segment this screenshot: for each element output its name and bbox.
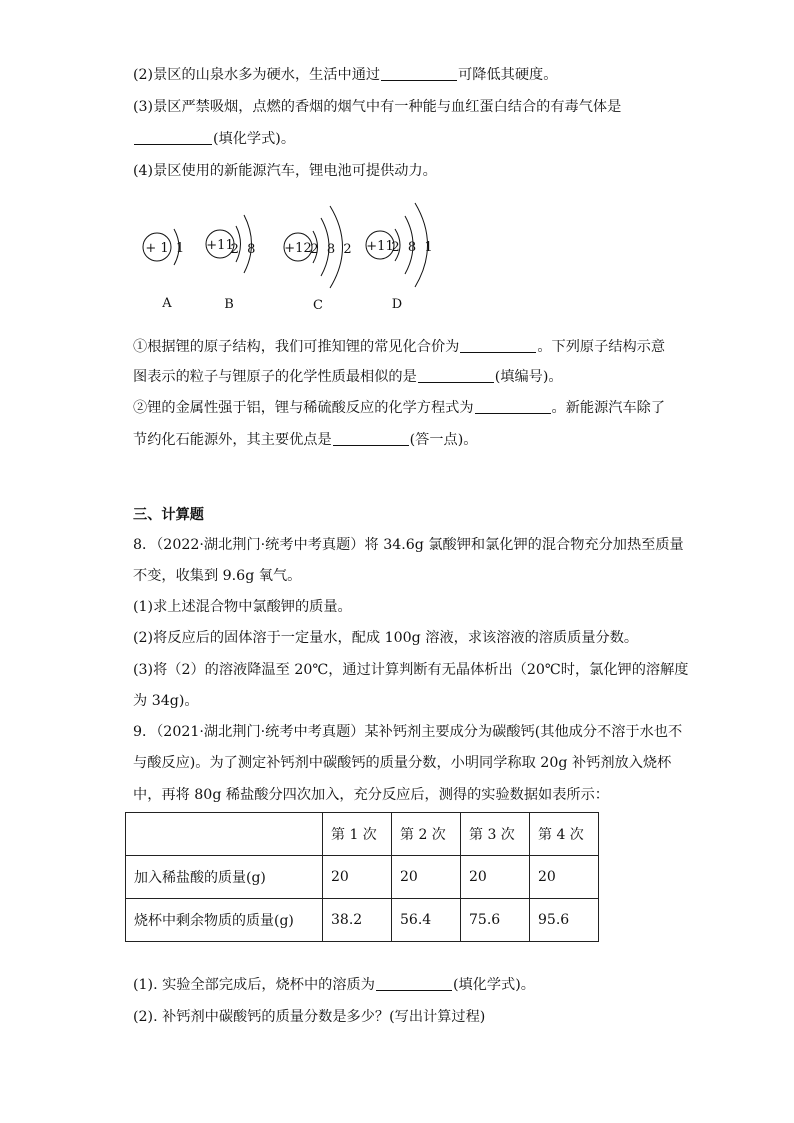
q7-sub1-line2-tail: (填编号)。 (494, 369, 563, 385)
q7-sub1-tail: 。下列原子结构示意 (537, 339, 666, 355)
table-cell: 56.4 (392, 899, 461, 942)
q7-part4: (4)景区使用的新能源汽车，锂电池可提供动力。 (133, 163, 437, 179)
q7-sub2-text: ②锂的金属性强于铝，锂与稀硫酸反应的化学方程式为 (133, 400, 474, 416)
nucleus-label-b: +11 (206, 238, 234, 253)
table-cell: 20 (530, 856, 599, 899)
q7-part3-line1: (3)景区严禁吸烟，点燃的香烟的烟气中有一种能与血红蛋白结合的有毒气体是 (133, 99, 622, 115)
answer-blank[interactable] (418, 367, 494, 383)
q7-sub2-tail: 。新能源汽车除了 (551, 400, 666, 416)
q8-line1: 8．（2022·湖北荆门·统考中考真题）将 34.6g 氯酸钾和氯化钾的混合物充分加热至质量 (133, 537, 684, 553)
q7-sub2-line1 (133, 398, 665, 418)
q7-sub2-line2-tail: (答一点)。 (409, 432, 478, 448)
atomic-structure-diagram (135, 198, 465, 318)
q7-part2-tail: 可降低其硬度。 (458, 67, 558, 83)
q8-line2: 不变，收集到 9.6g 氧气。 (133, 568, 302, 584)
q9-sub1-text: (1). 实验全部完成后，烧杯中的溶质为 (133, 977, 375, 993)
table-row (126, 856, 599, 899)
answer-blank[interactable] (381, 65, 457, 81)
q7-sub1-text: ①根据锂的原子结构，我们可推知锂的常见化合价为 (133, 339, 460, 355)
answer-blank[interactable] (333, 430, 409, 446)
table-header-cell: 第 1 次 (323, 813, 392, 856)
electron-count-d: 2 8 1 (391, 240, 433, 255)
table-header-cell: 第 4 次 (530, 813, 599, 856)
atom-label-b: B (224, 297, 234, 312)
table-cell: 75.6 (461, 899, 530, 942)
q9-sub1 (133, 975, 535, 995)
q7-sub2-line2-text: 节约化石能源外，其主要优点是 (133, 432, 332, 448)
q9-line1: 9．（2021·湖北荆门·统考中考真题）某补钙剂主要成分为碳酸钙(其他成分不溶于水也不 (133, 724, 683, 740)
table-header-cell: 第 2 次 (392, 813, 461, 856)
atom-label-d: D (391, 297, 403, 312)
table-row (126, 899, 599, 942)
atom-label-a: A (162, 296, 172, 311)
q9-sub1-tail: (填化学式)。 (452, 977, 535, 993)
nucleus-label-c: +12 (284, 241, 312, 256)
q7-sub1-line1 (133, 337, 665, 357)
q9-line2: 与酸反应)。为了测定补钙剂中碳酸钙的质量分数，小明同学称取 20g 补钙剂放入烧杯 (133, 755, 672, 771)
q7-part2 (133, 65, 557, 85)
table-cell: 38.2 (323, 899, 392, 942)
nucleus-label-d: +11 (366, 239, 394, 254)
q7-part3-tail: (填化学式)。 (213, 131, 296, 147)
table-header-cell: 第 3 次 (461, 813, 530, 856)
q9-line3: 中，再将 80g 稀盐酸分四次加入，充分反应后，测得的实验数据如表所示： (133, 787, 609, 803)
q8-line5: (3)将（2）的溶液降温至 20℃，通过计算判断有无晶体析出（20℃时，氯化钾的溶解度 (133, 662, 689, 678)
table-header-row (126, 813, 599, 856)
answer-blank[interactable] (376, 975, 452, 991)
table-cell: 95.6 (530, 899, 599, 942)
q7-sub1-line2 (133, 367, 563, 387)
answer-blank[interactable] (475, 398, 551, 414)
answer-blank[interactable] (134, 129, 212, 145)
q7-part2-text: (2)景区的山泉水多为硬水，生活中通过 (133, 67, 381, 83)
table-row-label: 烧杯中剩余物质的质量(g) (126, 899, 323, 942)
electron-count-a: 1 (175, 241, 185, 256)
table-cell: 20 (392, 856, 461, 899)
q7-sub2-line2 (133, 430, 477, 450)
section-heading: 三、计算题 (133, 507, 204, 523)
table-cell: 20 (323, 856, 392, 899)
table-cell: 20 (461, 856, 530, 899)
atom-label-c: C (313, 298, 323, 313)
q8-line6: 为 34g)。 (133, 693, 199, 709)
electron-count-b: 2 8 (230, 242, 256, 257)
answer-blank[interactable] (460, 337, 536, 353)
q8-line3: (1)求上述混合物中氯酸钾的质量。 (133, 599, 352, 615)
q9-sub2: (2). 补钙剂中碳酸钙的质量分数是多少？(写出计算过程) (133, 1009, 486, 1025)
q7-part3-line2 (133, 129, 295, 149)
experiment-data-table (125, 812, 599, 942)
q7-sub1-line2-text: 图表示的粒子与锂原子的化学性质最相似的是 (133, 369, 417, 385)
q8-line4: (2)将反应后的固体溶于一定量水，配成 100g 溶液，求该溶液的溶质质量分数。 (133, 630, 639, 646)
electron-count-c: 2 8 2 (310, 242, 352, 257)
table-header-cell (126, 813, 323, 856)
table-row-label: 加入稀盐酸的质量(g) (126, 856, 323, 899)
nucleus-label-a: + 1 (145, 241, 169, 256)
